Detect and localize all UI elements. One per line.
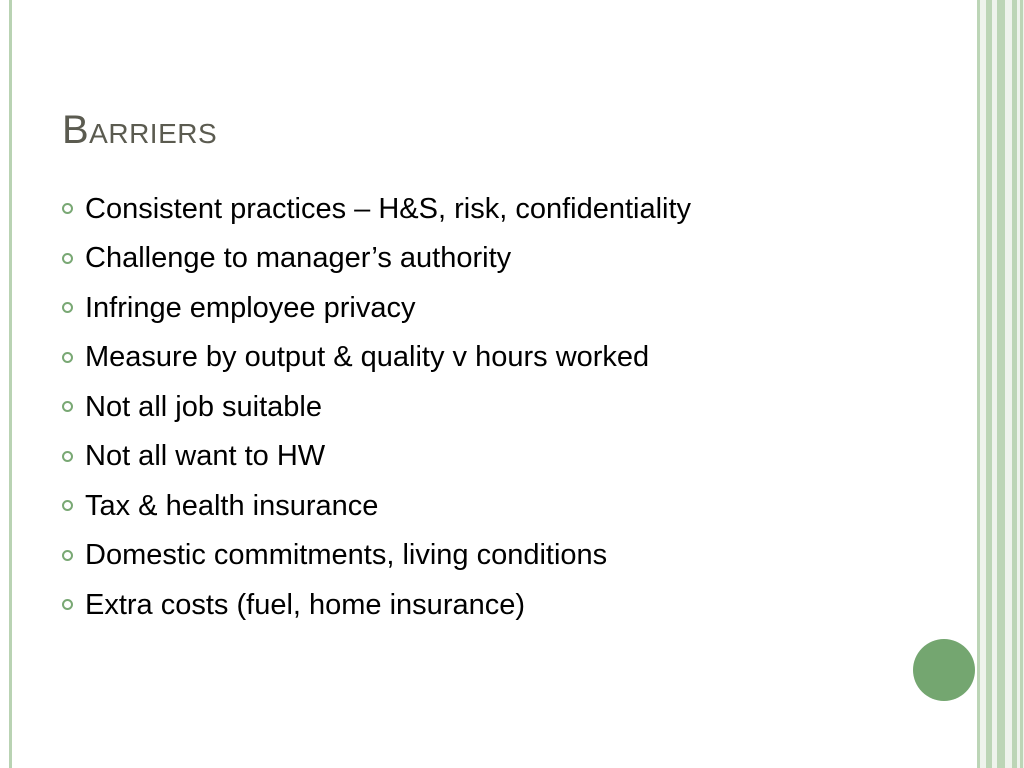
bullet-text: Challenge to manager’s authority bbox=[85, 242, 512, 275]
right-stripe bbox=[1020, 0, 1023, 768]
green-circle-decoration bbox=[913, 639, 975, 701]
circle-bullet-icon bbox=[62, 451, 73, 462]
bullet-text: Extra costs (fuel, home insurance) bbox=[85, 588, 526, 621]
bullet-text: Consistent practices – H&S, risk, confidentiality bbox=[85, 192, 692, 225]
right-stripe bbox=[997, 0, 1005, 768]
bullet-item bbox=[62, 580, 691, 630]
bullet-item bbox=[62, 234, 691, 284]
bullet-item bbox=[62, 283, 691, 333]
circle-bullet-icon bbox=[62, 352, 73, 363]
circle-bullet-icon bbox=[62, 550, 73, 561]
bullet-item bbox=[62, 382, 691, 432]
circle-bullet-icon bbox=[62, 253, 73, 264]
circle-bullet-icon bbox=[62, 500, 73, 511]
bullet-text: Tax & health insurance bbox=[85, 489, 379, 522]
bullet-item bbox=[62, 481, 691, 531]
bullet-text: Infringe employee privacy bbox=[85, 291, 416, 324]
bullet-text: Measure by output & quality v hours worked bbox=[85, 341, 650, 374]
left-border-line bbox=[9, 0, 12, 768]
bullet-item bbox=[62, 184, 691, 234]
circle-bullet-icon bbox=[62, 401, 73, 412]
circle-bullet-icon bbox=[62, 203, 73, 214]
right-stripe bbox=[1012, 0, 1017, 768]
slide-title: Barriers bbox=[62, 108, 218, 152]
right-stripe bbox=[986, 0, 992, 768]
right-stripe bbox=[977, 0, 980, 768]
bullet-item bbox=[62, 531, 691, 581]
bullet-item bbox=[62, 333, 691, 383]
bullet-list bbox=[62, 184, 691, 630]
bullet-text: Not all job suitable bbox=[85, 390, 322, 423]
bullet-text: Domestic commitments, living conditions bbox=[85, 539, 608, 572]
circle-bullet-icon bbox=[62, 599, 73, 610]
bullet-item bbox=[62, 432, 691, 482]
circle-bullet-icon bbox=[62, 302, 73, 313]
bullet-text: Not all want to HW bbox=[85, 440, 326, 473]
